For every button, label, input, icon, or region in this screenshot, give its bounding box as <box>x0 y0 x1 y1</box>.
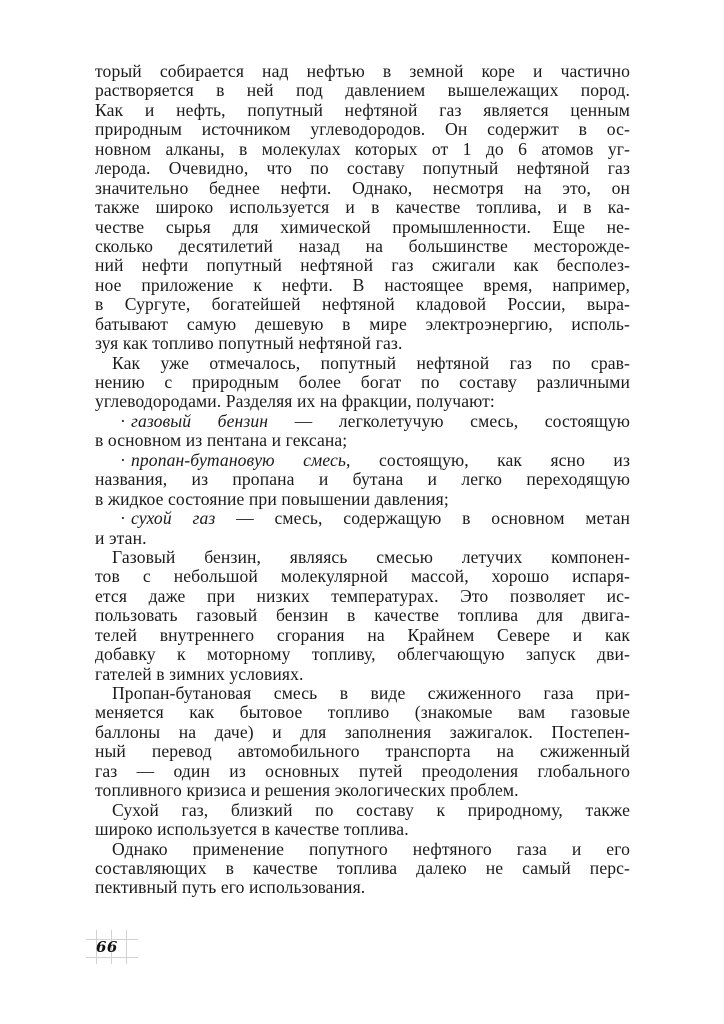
term-italic: сухой газ <box>131 508 216 529</box>
text-line: нению с природным более богат по составу различными <box>95 372 630 392</box>
text-line: ное приложение к нефти. В настоящее время, например, <box>95 274 630 295</box>
text-line: ний нефти попутный нефтяной газ сжигали как бесполез- <box>95 255 630 276</box>
text-line: Как и нефть, попутный нефтяной газ является ценным <box>95 99 630 120</box>
text-line: топливного кризиса и решения экологических проблем. <box>95 780 519 801</box>
text-line: Как уже отмечалось, попутный нефтяной газ по срав- <box>112 352 630 373</box>
list-item-propane-butane <box>95 451 630 509</box>
grid-line-horizontal <box>86 957 138 958</box>
text-line: Однако применение попутного нефтяного газа и его <box>112 838 630 859</box>
paragraph-continuation <box>95 62 630 354</box>
term-description: , состоящую, как ясно из <box>346 449 630 470</box>
paragraph-gas-gasoline <box>95 548 630 684</box>
text-line: и этан. <box>95 527 147 548</box>
page-number-grid <box>86 930 138 964</box>
text-line: значительно беднее нефти. Однако, несмотря на это, он <box>95 177 630 198</box>
text-line <box>95 412 630 431</box>
text-line: составляющих в качестве топлива далеко не самый перс- <box>95 857 630 878</box>
term-description: — смесь, содержащую в основном метан <box>215 508 630 529</box>
page-number: 66 <box>96 938 118 956</box>
text-line: в Сургуте, богатейшей нефтяной кладовой России, выра- <box>95 294 630 315</box>
text-line: ется даже при низких температурах. Это позволяет ис- <box>95 585 630 606</box>
text-line <box>95 509 630 528</box>
text-line: лерода. Очевидно, что по составу попутный нефтяной газ <box>95 158 630 179</box>
text-line: торый собирается над нефтью в земной коре и частично <box>95 61 630 81</box>
text-line: баллоны на даче) и для заполнения зажигалок. Постепен- <box>95 721 630 742</box>
text-line: в жидкое состояние при повышении давления; <box>95 488 449 509</box>
paragraph-dry-gas <box>95 801 630 840</box>
paragraph-conclusion <box>95 840 630 898</box>
bullet-icon: · <box>120 508 126 529</box>
text-line: Газовый бензин, являясь смесью летучих компонен- <box>112 546 630 567</box>
text-line: также широко используется и в качестве топлива, и в ка- <box>95 197 630 218</box>
text-line: Сухой газ, близкий по составу к природному, также <box>112 799 630 820</box>
paragraph-fractions-intro <box>95 354 630 412</box>
bullet-icon: · <box>120 410 126 431</box>
text-line: ный перевод автомобильного транспорта на сжиженный <box>95 741 630 762</box>
text-line: природным источником углеводородов. Он содержит в ос- <box>95 119 630 140</box>
text-line: углеводородами. Разделяя их на фракции, получают: <box>95 391 495 412</box>
paragraph-propane-butane <box>95 684 630 801</box>
text-line: новном алканы, в молекулах которых от 1 до 6 атомов уг- <box>95 138 630 159</box>
grid-line-vertical <box>126 930 127 964</box>
text-line: телей внутреннего сгорания на Крайнем Севере и как <box>95 624 630 645</box>
text-line: растворяется в ней под давлением вышележащих пород. <box>95 80 630 101</box>
text-line: честве сырья для химической промышленности. Еще не- <box>95 216 630 237</box>
text-line: названия, из пропана и бутана и легко переходящую <box>95 469 630 490</box>
term-description: — легколетучую смесь, состоящую <box>268 410 630 431</box>
bullet-icon: · <box>120 449 126 470</box>
text-line: газ — один из основных путей преодоления глобального <box>95 760 630 781</box>
fractions-list <box>95 412 630 548</box>
text-line: Пропан-бутановая смесь в виде сжиженного газа при- <box>112 683 630 703</box>
list-item-dry-gas <box>95 509 630 548</box>
text-line: батывают самую дешевую в мире электроэнергию, исполь- <box>95 313 630 334</box>
text-line: тов с небольшой молекулярной массой, хорошо испаря- <box>95 566 630 587</box>
term-italic: газовый бензин <box>131 410 269 431</box>
text-line: широко используется в качестве топлива. <box>95 819 409 840</box>
term-italic: пропан-бутановую смесь <box>131 449 347 470</box>
text-line: пективный путь его использования. <box>95 877 366 898</box>
text-line: сколько десятилетий назад на большинстве месторожде- <box>95 235 630 256</box>
text-line: гателей в зимних условиях. <box>95 663 304 684</box>
text-line: в основном из пентана и гексана; <box>95 430 348 451</box>
text-line: зуя как топливо попутный нефтяной газ. <box>95 333 403 354</box>
list-item-gas-gasoline <box>95 412 630 451</box>
text-line <box>95 451 630 470</box>
text-line: меняется как бытовое топливо (знакомые вам газовые <box>95 702 630 723</box>
text-line: добавку к моторному топливу, облегчающую запуск дви- <box>95 644 630 665</box>
text-line: пользовать газовый бензин в качестве топлива для двига- <box>95 605 630 626</box>
body-text <box>95 62 630 898</box>
